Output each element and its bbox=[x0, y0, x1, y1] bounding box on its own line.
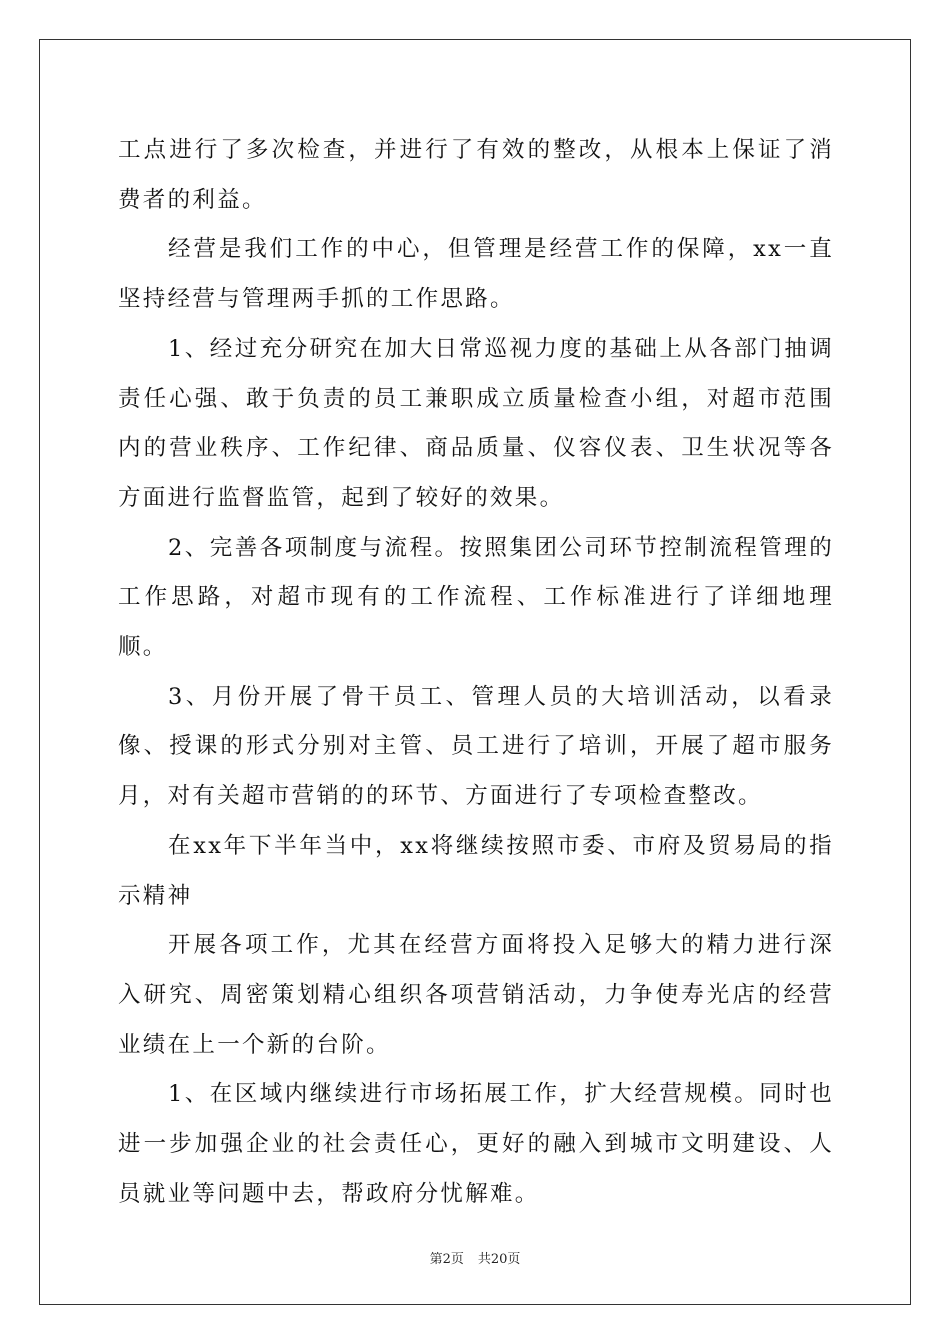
document-body bbox=[118, 126, 834, 1219]
page-total: 共20页 bbox=[477, 1252, 521, 1267]
paragraph: 经营是我们工作的中心，但管理是经营工作的保障，xx一直坚持经营与管理两手抓的工作思路。 bbox=[118, 236, 834, 313]
paragraph: 开展各项工作，尤其在经营方面将投入足够大的精力进行深入研究、周密策划精心组织各项营销活动，力争使寿光店的经营业绩在上一个新的台阶。 bbox=[118, 932, 834, 1058]
paragraph: 2、完善各项制度与流程。按照集团公司环节控制流程管理的工作思路，对超市现有的工作流程、工作标准进行了详细地理顺。 bbox=[118, 534, 834, 661]
paragraph: 1、在区域内继续进行市场拓展工作，扩大经营规模。同时也进一步加强企业的社会责任心，更好的融入到城市文明建设、人员就业等问题中去，帮政府分忧解难。 bbox=[118, 1081, 834, 1207]
paragraph: 1、经过充分研究在加大日常巡视力度的基础上从各部门抽调责任心强、敢于负责的员工兼职成立质量检查小组，对超市范围内的营业秩序、工作纪律、商品质量、仪容仪表、卫生状况等各方面进行监督监管，起到了较好的效果。 bbox=[118, 335, 834, 511]
page-number: 第2页 bbox=[429, 1252, 464, 1267]
paragraph: 工点进行了多次检查，并进行了有效的整改，从根本上保证了消费者的利益。 bbox=[118, 137, 834, 213]
paragraph: 在xx年下半年当中，xx将继续按照市委、市府及贸易局的指示精神 bbox=[118, 832, 834, 909]
paragraph: 3、月份开展了骨干员工、管理人员的大培训活动，以看录像、授课的形式分别对主管、员工进行了培训，开展了超市服务月，对有关超市营销的的环节、方面进行了专项检查整改。 bbox=[118, 683, 834, 810]
page-footer bbox=[0, 1248, 950, 1267]
